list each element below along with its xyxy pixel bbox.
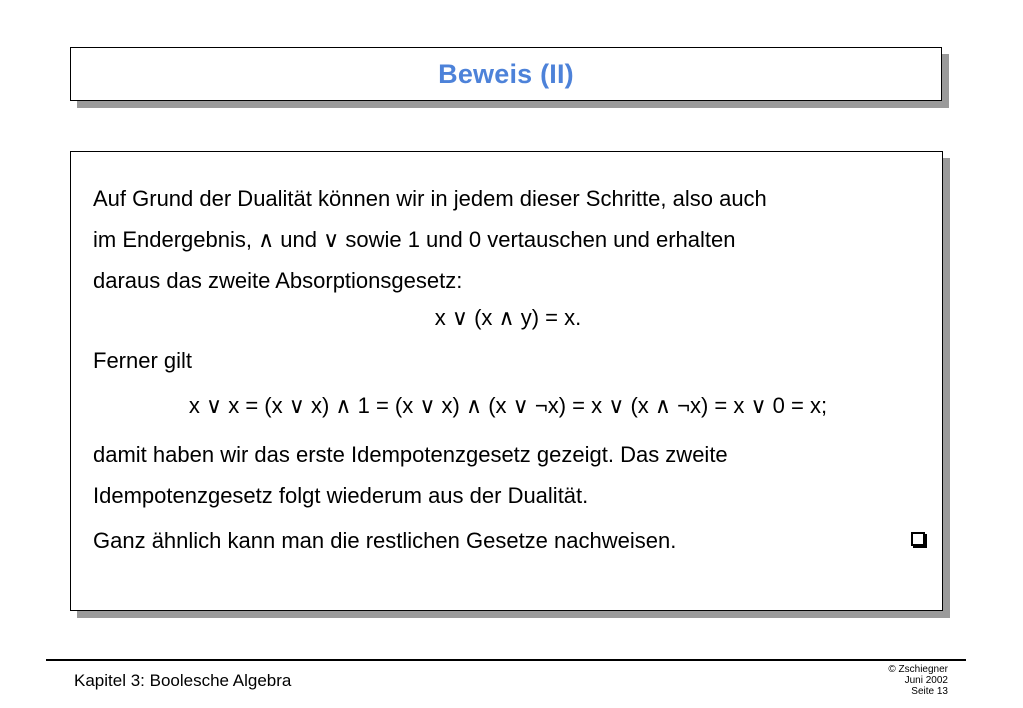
paragraph-1-line-1: Auf Grund der Dualität können wir in jedem dieser Schritte, also auch [93,186,767,211]
footer-copyright: © Zschiegner [888,664,948,675]
content-box [70,151,943,611]
ferner-gilt-text: Ferner gilt [93,348,193,373]
footer-meta [888,664,948,697]
idempotence-formula: x ∨ x = (x ∨ x) ∧ 1 = (x ∨ x) ∧ (x ∨ ¬x) = x ∨ (x ∧ ¬x) = x ∨ 0 = x; [188,393,828,418]
paragraph-1-line-2: im Endergebnis, ∧ und ∨ sowie 1 und 0 vertauschen und erhalten [93,227,736,252]
paragraph-2-line-1: damit haben wir das erste Idempotenzgesetz gezeigt. Das zweite [93,442,728,467]
footer-divider [46,659,966,661]
title-box [70,47,942,101]
paragraph-3-text: Ganz ähnlich kann man die restlichen Gesetze nachweisen. [93,528,677,553]
paragraph-3 [93,520,923,561]
slide-title: Beweis (II) [438,58,574,89]
footer-date: Juni 2002 [904,675,948,686]
absorption-formula: x ∨ (x ∧ y) = x. [434,305,582,330]
qed-box-icon [911,532,925,546]
content-text [93,178,923,561]
footer-page-number: Seite 13 [911,686,948,697]
footer-chapter: Kapitel 3: Boolesche Algebra [74,671,292,690]
paragraph-1-line-3: daraus das zweite Absorptionsgesetz: [93,268,463,293]
paragraph-2-line-2: Idempotenzgesetz folgt wiederum aus der Dualität. [93,483,589,508]
